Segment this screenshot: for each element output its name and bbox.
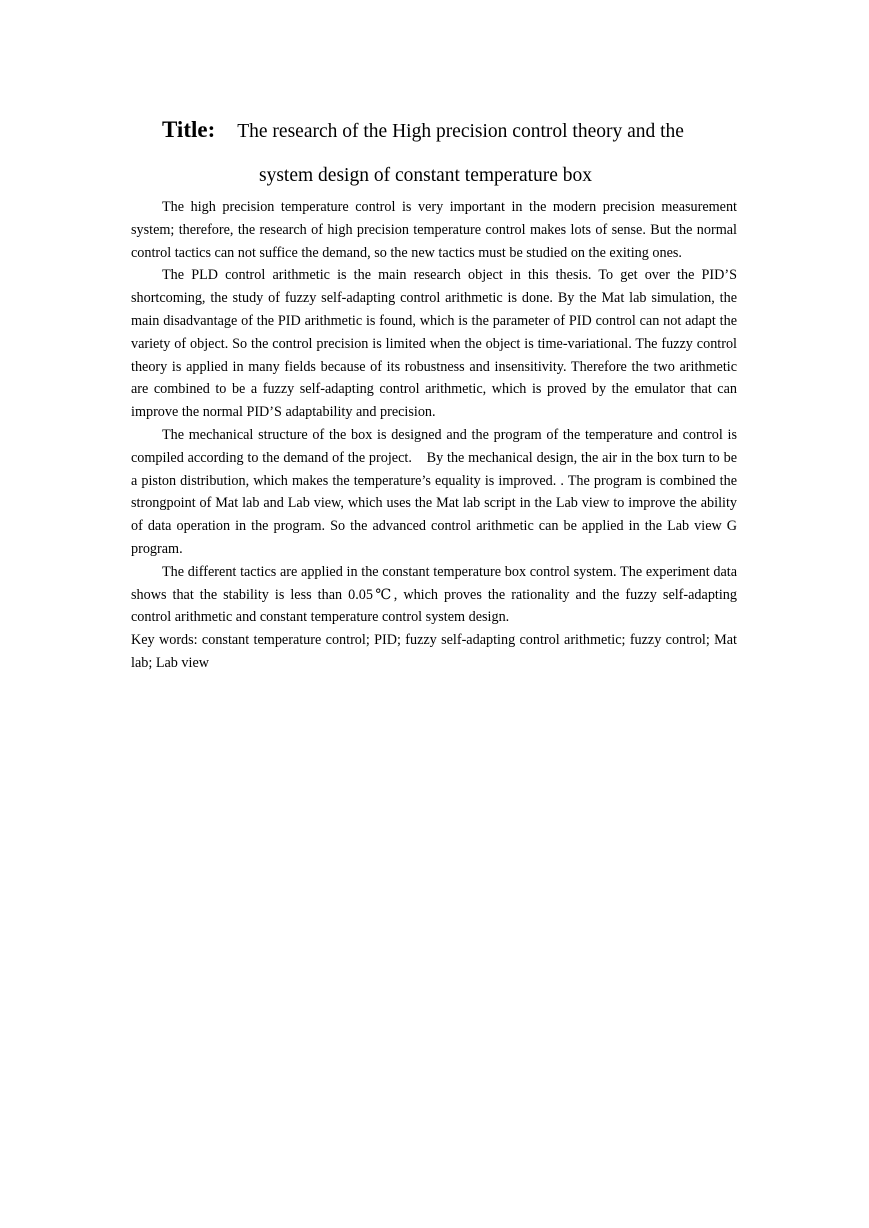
abstract-paragraph-4: The different tactics are applied in the constant temperature box control system. The experiment data shows that the stability is less than 0.05℃, which proves the rationality and the fuzzy self-adapting control arithmetic and constant temperature control system design. [131, 563, 737, 626]
abstract-paragraph-2: The PLD control arithmetic is the main research object in this thesis. To get over the PID’S shortcoming, the study of fuzzy self-adapting control arithmetic is done. By the Mat lab simulation, the main disadvantage of the PID arithmetic is found, which is the parameter of PID control can not adapt the variety of object. So the control precision is limited when the object is time-variational. The fuzzy control theory is applied in many fields because of its robustness and insensitivity. Therefore the two arithmetic are combined to be a fuzzy self-adapting control arithmetic, which is proved by the emulator that can improve the normal PID’S adaptability and precision. [131, 267, 737, 421]
abstract-body [131, 196, 737, 675]
keywords-line: Key words: constant temperature control; PID; fuzzy self-adapting control arithmetic; fuzzy control; Mat lab; Lab view [131, 632, 737, 671]
abstract-paragraph-3: The mechanical structure of the box is designed and the program of the temperature and control is compiled according to the demand of the project. By the mechanical design, the air in the box turn to be a piston distribution, which makes the temperature’s equality is improved. . The program is combined the strongpoint of Mat lab and Lab view, which uses the Mat lab script in the Lab view to improve the ability of data operation in the program. So the advanced control arithmetic can be applied in the Lab view G program. [131, 426, 737, 557]
title-block [131, 114, 737, 192]
abstract-paragraph-1: The high precision temperature control is very important in the modern precision measurement system; therefore, the research of high precision temperature control makes lots of sense. But the normal control tactics can not suffice the demand, so the new tactics must be studied on the exiting ones. [131, 199, 737, 261]
title-text-line-1: The research of the High precision control theory and the [237, 121, 684, 142]
title-label: Title: [162, 117, 216, 142]
title-line-1 [131, 114, 737, 149]
title-text-line-2: system design of constant temperature box [259, 165, 593, 186]
